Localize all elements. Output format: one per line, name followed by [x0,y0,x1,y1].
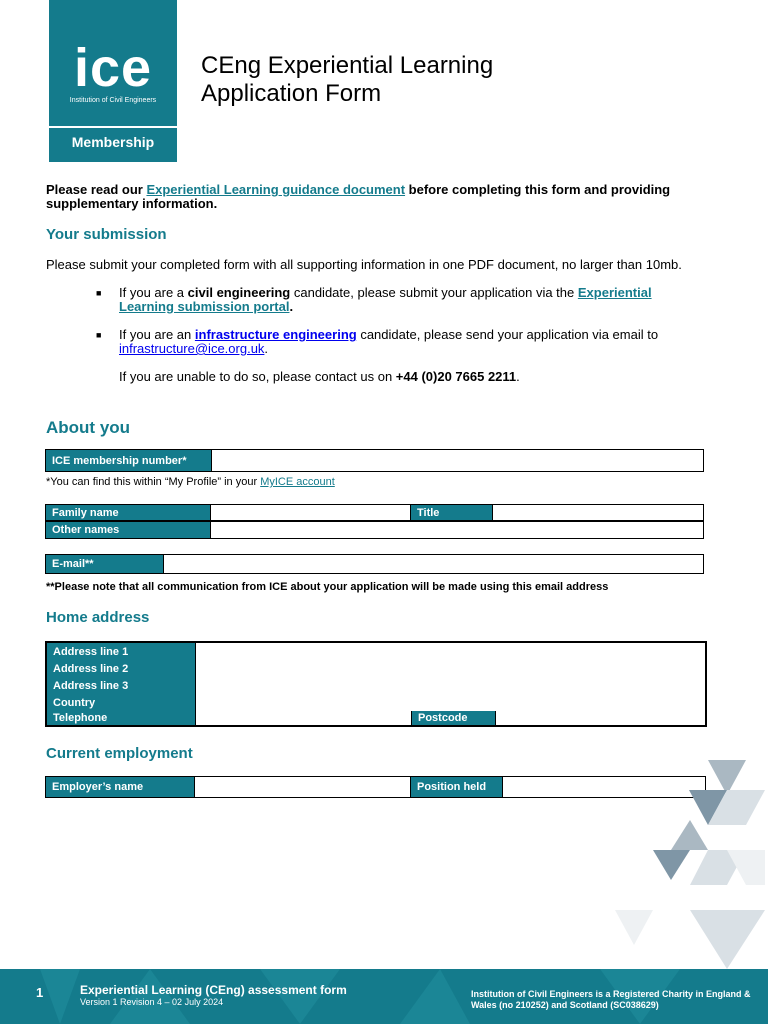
family-name-row [45,504,704,521]
ice-logo [49,0,177,162]
email-note: **Please note that all communication from ICE about your application will be made using this email address [46,581,609,593]
other-names-label: Other names [46,522,210,538]
bullet-square-icon: ■ [96,330,102,340]
bullet1-bold: civil engineering [187,285,291,300]
submission-portal-link[interactable]: Experiential Learning submission portal [119,285,652,314]
about-heading: About you [46,418,131,437]
bullet2-post: . [264,341,269,356]
family-name-label: Family name [46,505,210,520]
email-label: E-mail** [46,555,163,573]
telephone-row [47,711,705,725]
contact-post: . [516,369,520,384]
footer-version: Version 1 Revision 4 – 02 July 2024 [80,997,224,1007]
home-address-table [45,641,707,727]
myice-account-link[interactable]: MyICE account [260,476,335,488]
logo-wordmark: ice [73,38,153,98]
membership-number-label: ICE membership number* [46,450,211,471]
membership-note-text: *You can find this within “My Profile” in your [46,476,261,488]
contact-phone: +44 (0)20 7665 2211 [395,369,517,384]
employment-heading: Current employment [46,745,193,762]
home-address-heading: Home address [46,609,150,626]
employer-name-label: Employer’s name [46,777,194,797]
bullet2-pre: If you are an [119,327,195,342]
triangle-shape [653,850,690,880]
other-names-row [45,521,704,539]
membership-number-row [45,449,704,472]
email-row [45,554,704,574]
telephone-label: Telephone [47,711,195,725]
membership-number-input[interactable] [211,450,703,471]
address-line-2-input[interactable] [195,660,705,677]
telephone-input[interactable] [195,711,411,725]
family-name-input[interactable] [210,505,410,520]
infrastructure-engineering-link[interactable]: infrastructure engineering [194,327,357,342]
bullet1-post: . [289,299,294,314]
bullet1-mid: candidate, please submit your application via the [290,285,578,300]
address-line-3-label: Address line 3 [47,677,195,694]
triangle-shape [671,820,708,850]
email-input[interactable] [163,555,703,573]
footer-charity-text: Institution of Civil Engineers is a Registered Charity in England & Wales (no 210252) and Scotland (SC038629) [471,989,751,1010]
page-number: 1 [36,985,44,1000]
postcode-input[interactable] [495,711,705,725]
triangle-shape [690,910,765,969]
position-held-label: Position held [410,777,502,797]
other-names-input[interactable] [210,522,703,538]
footer-title: Experiential Learning (CEng) assessment form [80,983,347,997]
page-title [201,52,493,108]
logo-institution: Institution of Civil Engineers [69,97,157,104]
logo-tagline: Membership [71,134,155,150]
bullet1-pre: If you are a [119,285,188,300]
address-line-2-label: Address line 2 [47,660,195,677]
guidance-document-link[interactable]: Experiential Learning guidance document [146,182,406,197]
address-line-3-input[interactable] [195,677,705,694]
decorative-triangles [600,755,768,969]
title-input[interactable] [492,505,703,520]
footer-triangle [400,969,470,1024]
footer-triangle [40,969,80,1024]
triangle-shape [708,760,746,795]
membership-note [46,476,335,488]
footer [0,969,768,1024]
country-row [47,694,705,712]
employer-name-input[interactable] [194,777,410,797]
submission-heading: Your submission [46,226,167,243]
address-line-3-row [47,677,705,695]
bullet-square-icon: ■ [96,288,102,298]
address-line-1-input[interactable] [195,643,705,660]
title-line-1: CEng Experiential Learning [201,52,494,79]
contact-pre: If you are unable to do so, please contact us on [119,369,396,384]
intro-pre: Please read our [46,182,147,197]
triangle-shape [615,910,653,945]
bullet2-mid: candidate, please send your application via email to [356,327,659,342]
title-line-2: Application Form [201,80,382,107]
title-label: Title [410,505,492,520]
country-label: Country [47,694,195,711]
country-input[interactable] [195,694,705,711]
intro-text [46,183,726,211]
postcode-label: Postcode [411,711,495,725]
submission-text: Please submit your completed form with all supporting information in one PDF document, no larger than 10mb. [46,257,682,272]
intro-post: before completing this form and providing supplementary information. [46,182,671,211]
logo-divider [49,126,177,128]
address-line-1-label: Address line 1 [47,643,195,660]
infrastructure-email-link[interactable]: infrastructure@ice.org.uk [119,341,265,356]
address-line-1-row [47,643,705,661]
address-line-2-row [47,660,705,678]
